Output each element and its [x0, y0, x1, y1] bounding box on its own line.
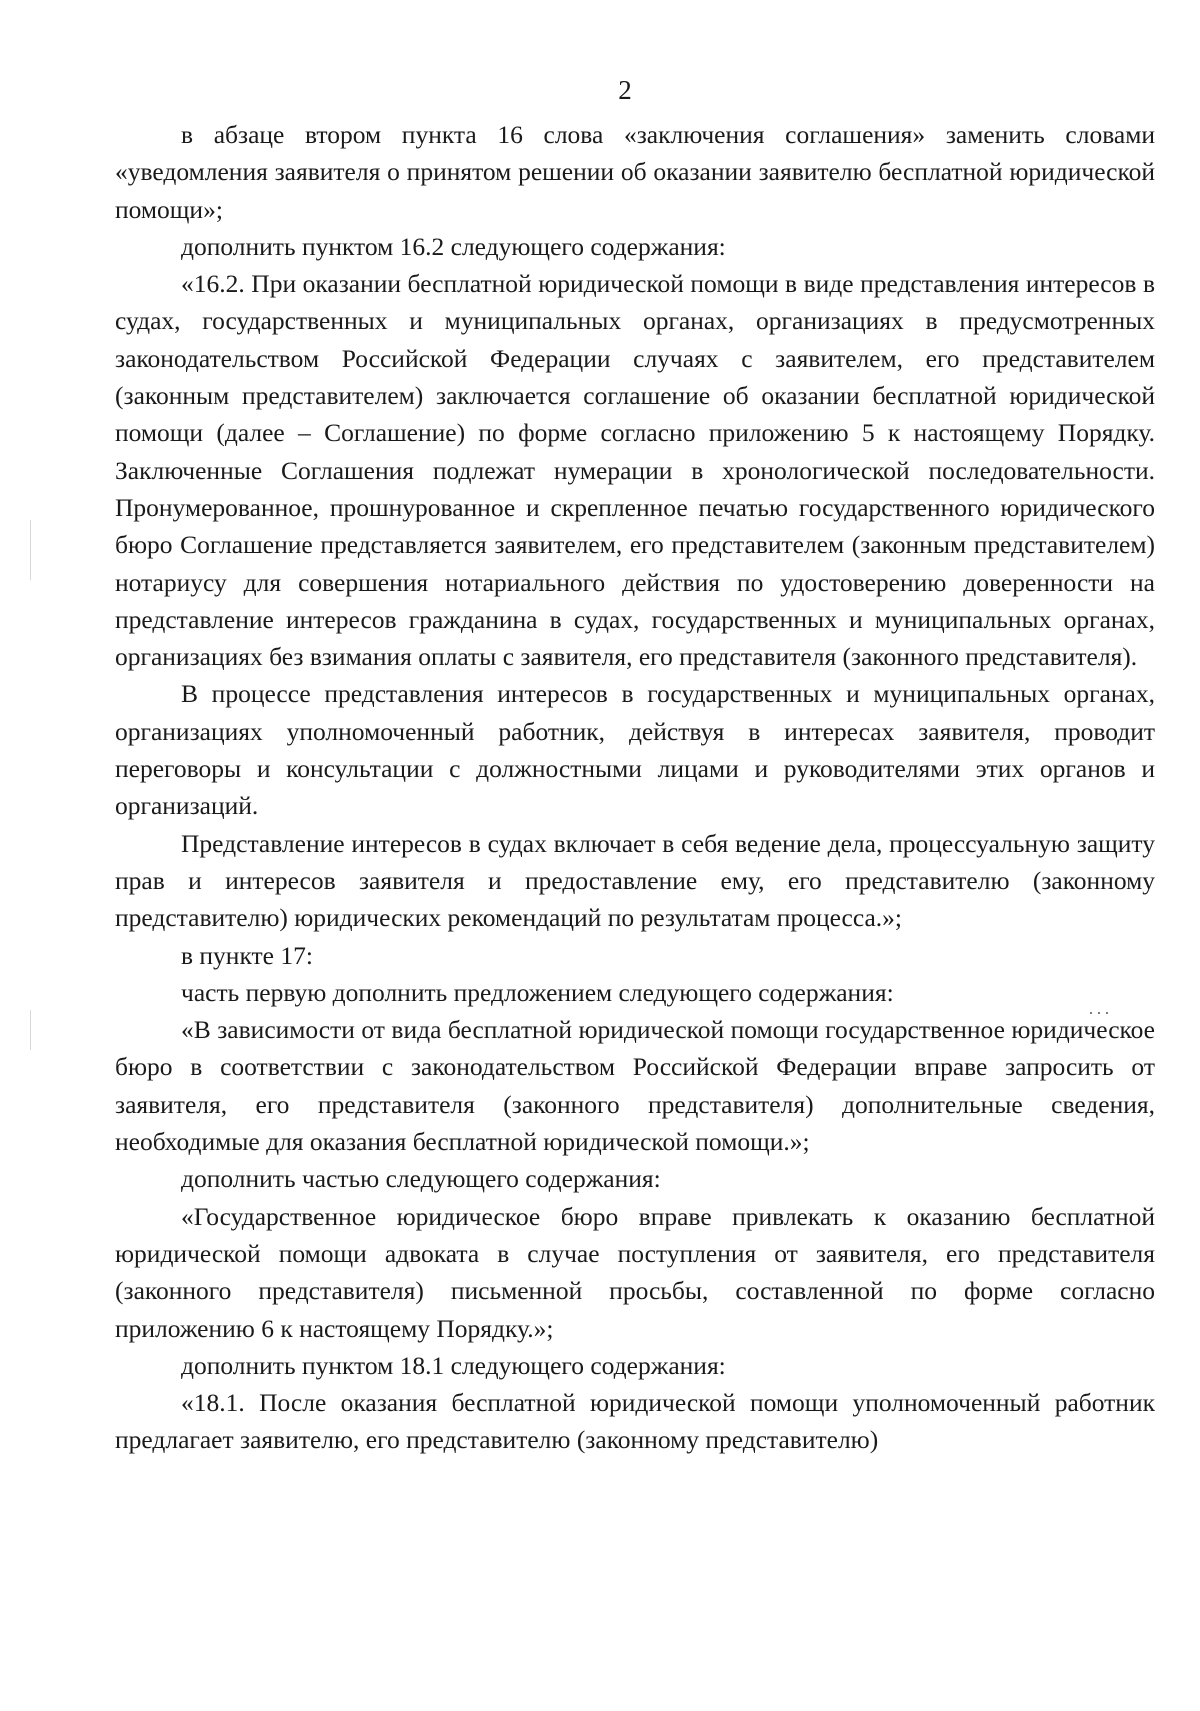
paragraph-add-item-16-2-intro: дополнить пунктом 16.2 следующего содержания: [181, 231, 726, 261]
paragraph-part-one-intro: часть первую дополнить предложением следующего содержания: [181, 977, 894, 1007]
paragraph-item-18-1: «18.1. После оказания бесплатной юридической помощи уполномоченный работник предлагает заявителю, его представителю (законному представителю) [115, 1388, 1155, 1455]
paragraph-item-16-2: «16.2. При оказании бесплатной юридической помощи в виде представления интересов в судах, государственных и муниципальных органах, организациях в предусмотренных законодательством Российской Федерации случаях с заявителем, его представителем (законным представителем) заключается соглашение об оказании бесплатной юридической помощи (далее – Соглашение) по форме согласно приложению 5 к настоящему Порядку. Заключенные Соглашения подлежат нумерации в хронологической последовательности. Пронумерованное, прошнурованное и скрепленное печатью государственного юридического бюро Соглашение представляется заявителем, его представителем (законным представителем) нотариусу для совершения нотариального действия по удостоверению доверенности на представление интересов гражданина в судах, государственных и муниципальных органах, организациях без взимания оплаты с заявителя, его представителя (законного представителя). [115, 269, 1155, 672]
paragraph-court-representation: Представление интересов в судах включает в себя ведение дела, процессуальную защиту прав и интересов заявителя и предоставление ему, его представителю (законному представителю) юридических рекомендаций по результатам процесса.»; [115, 828, 1155, 933]
scan-speck-marks [1090, 1012, 1110, 1016]
page-number: 2 [618, 75, 632, 105]
paragraph-negotiations: В процессе представления интересов в государственных и муниципальных органах, организациях уполномоченный работник, действуя в интересах заявителя, проводит переговоры и консультации с должностными лицами и руководителями этих органов и организаций. [115, 679, 1155, 821]
paragraph-add-part-intro: дополнить частью следующего содержания: [181, 1164, 661, 1194]
paragraph-attorney: «Государственное юридическое бюро вправе привлекать к оказанию бесплатной юридической помощи адвоката в случае поступления от заявителя, его представителя (законного представителя) письменной просьбы, составленной по форме согласно приложению 6 к настоящему Порядку.»; [115, 1201, 1155, 1343]
scan-edge-mark [30, 520, 31, 580]
document-body [115, 116, 1155, 1459]
paragraph-item-17-intro: в пункте 17: [181, 940, 313, 970]
paragraph-add-item-18-1-intro: дополнить пунктом 18.1 следующего содержания: [181, 1350, 726, 1380]
paragraph-request-info: «В зависимости от вида бесплатной юридической помощи государственное юридическое бюро в соответствии с законодательством Российской Федерации вправе запросить от заявителя, его представителя (законного представителя) дополнительные сведения, необходимые для оказания бесплатной юридической помощи.»; [115, 1015, 1155, 1157]
paragraph-amend-item-16: в абзаце втором пункта 16 слова «заключения соглашения» заменить словами «уведомления заявителя о принятом решении об оказании заявителю бесплатной юридической помощи»; [115, 120, 1155, 224]
scan-edge-mark [30, 1010, 31, 1050]
